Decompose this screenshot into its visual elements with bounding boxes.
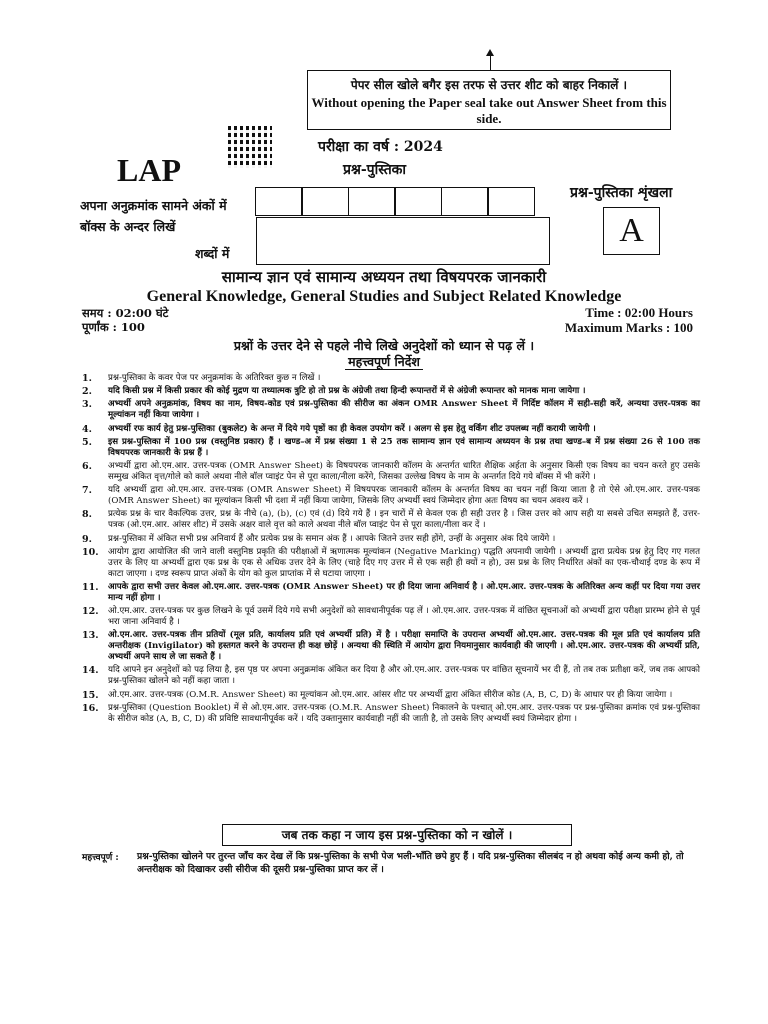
instruction-text: यदि अभ्यर्थी द्वारा ओ.एम.आर. उत्तर-पत्रक (OMR Answer Sheet) में विषयपरक जानकारी कॉलम के अन्तर्गत विषय का चयन नहीं किया जाता है तो ऐसे ओ.एम.आर. उत्तर-पत्रक (OMR Answer Sheet) का मूल्यांकन किसी भी दशा में नहीं किया जायेगा, जिसके लिए अभ्यर्थी स्वयं जिम्मेदार होगा अतः विषय का चयन अवश्य करें ।	[108, 485, 700, 507]
instruction-number: 4.	[82, 423, 92, 435]
instruction-item	[82, 582, 700, 604]
roll-number-digits-grid	[256, 187, 535, 216]
series-code-box: A	[603, 207, 660, 255]
marks-hindi: पूर्णांक : 100	[82, 320, 145, 334]
roll-digit-box[interactable]	[255, 187, 303, 216]
instruction-number: 15.	[82, 689, 99, 701]
instruction-number: 10.	[82, 546, 99, 558]
instruction-number: 14.	[82, 665, 99, 677]
instruction-item	[82, 509, 700, 531]
booklet-label: प्रश्न-पुस्तिका	[343, 162, 407, 178]
instruction-item	[82, 534, 700, 545]
instruction-text: प्रश्न-पुस्तिका (Question Booklet) में से ओ.एम.आर. उत्तर-पत्रक (O.M.R. Answer Sheet) निकालने के पश्चात् ओ.एम.आर. उत्तर-पत्रक पर प्रश्न-पुस्तिका क्रमांक एवं प्रश्न-पुस्तिका के सीरीज कोड (A, B, C, D) की प्रविष्टि सावधानीपूर्वक करें । यदि उक्तानुसार कार्यवाही नहीं की जाती है, तो उसके लिए अभ्यर्थी स्वयं जिम्मेदार होगा ।	[108, 702, 700, 724]
instruction-item	[82, 606, 700, 628]
instructions-list	[82, 373, 700, 727]
instruction-number: 3.	[82, 399, 92, 411]
instruction-text: ओ.एम.आर. उत्तर-पत्रक पर कुछ लिखने के पूर्व उसमें दिये गये सभी अनुदेशों को सावधानीपूर्वक पढ़ लें । ओ.एम.आर. उत्तर-पत्रक में वांछित सूचनाओं को अभ्यर्थी द्वारा परीक्षा प्रारम्भ होने से पूर्व भरा जाना अनिवार्य है ।	[108, 606, 700, 628]
instruction-item	[82, 665, 700, 687]
instruction-number: 11.	[82, 581, 99, 593]
heading-underline	[345, 369, 423, 370]
roll-digit-box[interactable]	[301, 187, 349, 216]
instruction-number: 6.	[82, 460, 92, 472]
do-not-open-notice: जब तक कहा न जाय इस प्रश्न-पुस्तिका को न खोलें ।	[222, 824, 572, 846]
instruction-item	[82, 399, 700, 421]
series-label: प्रश्न-पुस्तिका शृंखला	[570, 185, 673, 201]
instruction-item	[82, 461, 700, 483]
roll-number-words-box[interactable]	[256, 217, 550, 265]
instruction-text: यदि किसी प्रश्न में किसी प्रकार की कोई मुद्रण या तथ्यात्मक त्रुटि हो तो प्रश्न के अंग्रेजी तथा हिन्दी रूपान्तरों में से अंग्रेजी रूपान्तर को मानक माना जायेगा ।	[108, 386, 586, 397]
roll-digit-box[interactable]	[487, 187, 535, 216]
instruction-text: इस प्रश्न-पुस्तिका में 100 प्रश्न (वस्तुनिष्ठ प्रकार) हैं । खण्ड–अ में प्रश्न संख्या 1 से 25 तक सामान्य ज्ञान एवं सामान्य अध्ययन के प्रश्न तथा खण्ड–ब में प्रश्न संख्या 26 से 100 तक विषयपरक जानकारी के प्रश्न हैं ।	[108, 436, 700, 458]
roll-digit-box[interactable]	[348, 187, 396, 216]
instruction-item	[82, 547, 700, 580]
instruction-text: प्रश्न-पुस्तिका के कवर पेज पर अनुक्रमांक के अतिरिक्त कुछ न लिखें ।	[108, 373, 321, 383]
note-label: महत्त्वपूर्ण :	[82, 853, 119, 863]
instruction-text: आयोग द्वारा आयोजित की जाने वाली वस्तुनिष्ठ प्रकृति की परीक्षाओं में ऋणात्मक मूल्यांकन (Negative Marking) पद्धति अपनायी जायेगी । अभ्यर्थी द्वारा प्रत्येक प्रश्न हेतु दिए गए गलत उत्तर के लिए या अभ्यर्थी द्वारा एक प्रश्न के एक से अधिक उत्तर देने के लिए (चाहे दिए गए उत्तर में से एक सही ही क्यों न हो), उस प्रश्न के लिए निर्धारित अंकों का एक-चौथाई दण्ड के रूप में काटा जाएगा । दण्ड स्वरूप प्राप्त अंकों के योग को कुल प्राप्तांक में से घटाया जाएगा ।	[108, 546, 700, 579]
roll-digit-box[interactable]	[394, 187, 442, 216]
roll-number-label: अपना अनुक्रमांक सामने अंकों में बॉक्स के अन्दर लिखें	[80, 198, 227, 234]
marks-english: Maximum Marks : 100	[564, 320, 693, 335]
instruction-text: आपके द्वारा सभी उत्तर केवल ओ.एम.आर. उत्तर-पत्रक (OMR Answer Sheet) पर ही दिया जाना अनिवार्य है । ओ.एम.आर. उत्तर-पत्रक के अतिरिक्त अन्य कहीं पर दिया गया उत्तर मान्य नहीं होगा ।	[108, 581, 700, 603]
time-hindi: समय : 02:00 घंटे	[82, 306, 169, 320]
note-text: प्रश्न-पुस्तिका खोलने पर तुरन्त जाँच कर देख लें कि प्रश्न-पुस्तिका के सभी पेज भली-भाँति छपे हुए हैं । यदि प्रश्न-पुस्तिका सीलबंद न हो अथवा कोई अन्य कमी हो, तो अन्तरीक्षक को दिखाकर उसी सीरीज की दूसरी प्रश्न-पुस्तिका प्राप्त कर लें ।	[137, 851, 684, 875]
arrow-up-icon	[490, 55, 491, 71]
instruction-number: 13.	[82, 630, 99, 642]
instruction-item	[82, 690, 700, 701]
instruction-text: प्रश्न-पुस्तिका में अंकित सभी प्रश्न अनिवार्य हैं और प्रत्येक प्रश्न के समान अंक हैं । आपके जितने उत्तर सही होंगे, उन्हीं के अनुसार अंक दिये जायेंगे ।	[108, 533, 556, 544]
time-english: Time : 02:00 Hours	[585, 305, 693, 320]
instruction-item	[82, 630, 700, 663]
instruction-text: अभ्यर्थी रफ कार्य हेतु प्रश्न-पुस्तिका (बुकलेट) के अन्त में दिये गये पृष्ठों का ही केवल उपयोग करें । अलग से इस हेतु वर्किंग शीट उपलब्ध नहीं करायी जायेगी ।	[108, 423, 596, 434]
roll-digit-box[interactable]	[441, 187, 489, 216]
instruction-item	[82, 703, 700, 725]
instruction-text: अभ्यर्थी अपने अनुक्रमांक, विषय का नाम, विषय-कोड एवं प्रश्न-पुस्तिका की सीरीज का अंकन OMR Answer Sheet में निर्दिष्ट कॉलम में सही-सही करें, अन्यथा उत्तर-पत्रक का मूल्यांकन नहीं किया जायेगा ।	[108, 399, 700, 421]
instruction-number: 8.	[82, 509, 92, 521]
subject-title-english: General Knowledge, General Studies and Subject Related Knowledge	[146, 288, 622, 305]
instruction-number: 5.	[82, 436, 92, 448]
seal-notice-hindi: पेपर सील खोले बगैर इस तरफ से उत्तर शीट को बाहर निकालें ।	[350, 78, 628, 92]
important-heading: महत्त्वपूर्ण निर्देश	[348, 354, 420, 369]
instruction-text: यदि आपने इन अनुदेशों को पढ़ लिया है, इस पृष्ठ पर अपना अनुक्रमांक अंकित कर दिया है और ओ.एम.आर. उत्तर-पत्रक पर वांछित सूचनायें भर दी हैं, तो तब तक प्रतीक्षा करें, जब तक आपको प्रश्न-पुस्तिका खोलने को नहीं कहा जाता ।	[108, 665, 700, 687]
instruction-number: 7.	[82, 485, 92, 497]
instruction-text: अभ्यर्थी द्वारा ओ.एम.आर. उत्तर-पत्रक (OMR Answer Sheet) के विषयपरक जानकारी कॉलम के अन्तर्गत धारित शैक्षिक अर्हता के अनुसार किसी एक विषय का चयन करते हुए उसके सम्मुख अंकित वृत्त/गोले को काले अथवा नीले बॉल प्वाइंट पेन से पूरा काला/नीला करेंगे, जिसका उल्लेख विषय के नाम के अन्तर्गत दिये गये बॉक्स में भी करेंगे ।	[108, 460, 700, 482]
instruction-text: ओ.एम.आर. उत्तर-पत्रक तीन प्रतियों (मूल प्रति, कार्यालय प्रति एवं अभ्यर्थी प्रति) में है । परीक्षा समाप्ति के उपरान्त अभ्यर्थी ओ.एम.आर. उत्तर-पत्रक की मूल प्रति एवं कार्यालय प्रति अन्तरीक्षक (Invigilator) को हस्तगत करने के उपरान्त ही कक्ष छोड़ें । अन्यथा की स्थिति में आयोग द्वारा नियमानुसार कार्यवाही की जाएगी । ओ.एम.आर. उत्तर-पत्रक की अभ्यर्थी प्रति, अभ्यर्थी अपने साथ ले जा सकते हैं ।	[108, 630, 700, 663]
instruction-item	[82, 424, 700, 435]
paper-seal-notice	[307, 70, 671, 130]
instruction-text: प्रत्येक प्रश्न के चार वैकल्पिक उत्तर, प्रश्न के नीचे (a), (b), (c) एवं (d) दिये गये हैं । इन चारों में से केवल एक ही सही उत्तर है । जिस उत्तर को आप सही या सबसे उचित समझते हैं, उत्तर-पत्रक (ओ.एम.आर. आंसर शीट) में उसके अक्षर वाले वृत्त को काले अथवा नीले बॉल प्वाइंट पेन से पूरा काला/नीला कर दें ।	[108, 509, 700, 531]
read-instructions-note: प्रश्नों के उत्तर देने से पहले नीचे लिखे अनुदेशों को ध्यान से पढ़ लें ।	[233, 338, 535, 353]
paper-code: LAP	[117, 152, 181, 188]
instruction-number: 2.	[82, 386, 92, 398]
instruction-number: 1.	[82, 373, 92, 384]
instruction-item	[82, 437, 700, 459]
exam-year: परीक्षा का वर्ष : 2024	[318, 139, 443, 155]
instruction-text: ओ.एम.आर. उत्तर-पत्रक (O.M.R. Answer Sheet) का मूल्यांकन ओ.एम.आर. आंसर शीट पर अभ्यर्थी द्वारा अंकित सीरीज कोड (A, B, C, D) के आधार पर ही किया जायेगा ।	[108, 689, 673, 700]
subject-title-hindi: सामान्य ज्ञान एवं सामान्य अध्ययन तथा विषयपरक जानकारी	[221, 268, 547, 286]
instruction-number: 16.	[82, 702, 99, 714]
instruction-number: 12.	[82, 606, 99, 618]
instruction-item	[82, 485, 700, 507]
instruction-number: 9.	[82, 533, 92, 545]
barcode-image	[228, 126, 272, 168]
instruction-item	[82, 386, 700, 397]
instruction-item	[82, 373, 700, 384]
words-label: शब्दों में	[195, 246, 230, 261]
seal-notice-english: Without opening the Paper seal take out Answer Sheet from this side.	[311, 95, 667, 126]
